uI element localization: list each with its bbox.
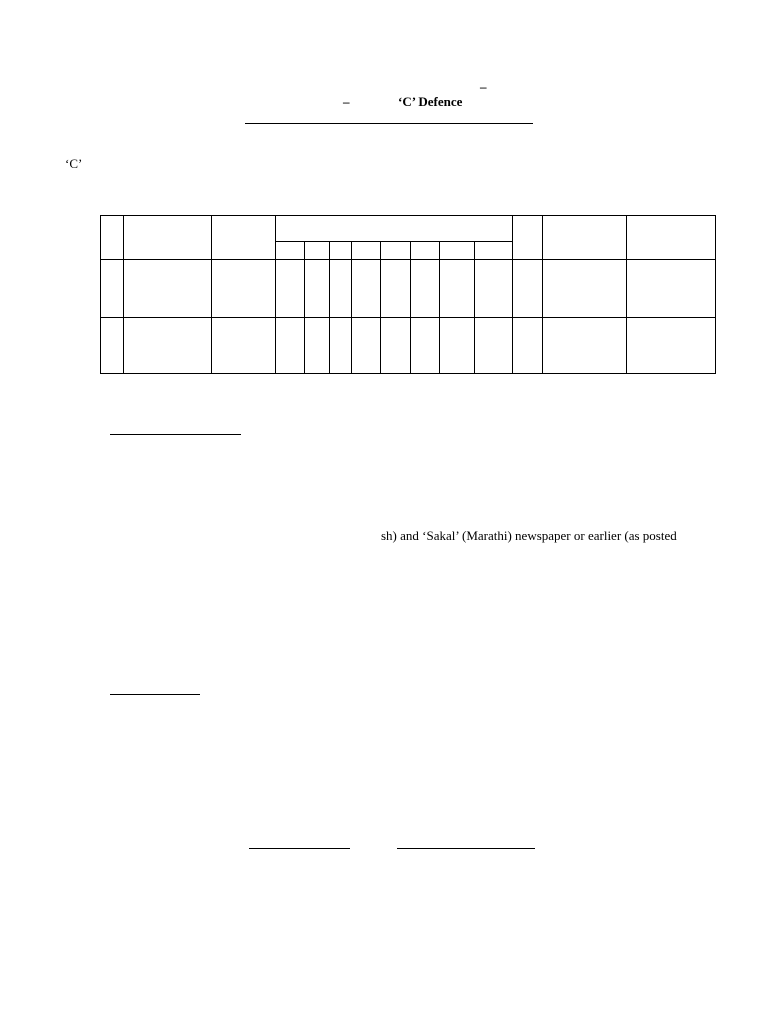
table-cell — [513, 317, 543, 373]
table-cell — [381, 317, 411, 373]
table-cell — [352, 260, 381, 317]
table-cell — [543, 317, 627, 373]
header-cell — [627, 216, 716, 260]
table-cell — [212, 317, 276, 373]
table-cell — [627, 317, 716, 373]
header-cell — [212, 216, 276, 260]
table-cell — [276, 317, 305, 373]
header-cell — [513, 216, 543, 260]
table-cell — [124, 260, 212, 317]
table-cell — [330, 260, 352, 317]
table-cell — [352, 317, 381, 373]
table-cell — [627, 260, 716, 317]
subheader-cell — [330, 242, 352, 260]
table-cell — [411, 260, 440, 317]
subheader-cell — [475, 242, 513, 260]
table-cell — [276, 260, 305, 317]
table-row — [101, 317, 716, 373]
subheader-cell — [276, 242, 305, 260]
header-cell — [543, 216, 627, 260]
table-cell — [411, 317, 440, 373]
table-row — [101, 260, 716, 317]
table-cell — [101, 260, 124, 317]
section-heading-underline — [110, 434, 241, 435]
table-cell — [475, 317, 513, 373]
table-cell — [101, 317, 124, 373]
subheader-cell — [381, 242, 411, 260]
table-cell — [440, 260, 475, 317]
table-cell — [330, 317, 352, 373]
details-table — [100, 215, 716, 374]
table-cell — [212, 260, 276, 317]
table-cell — [475, 260, 513, 317]
header-dash-top: – — [480, 79, 487, 94]
signature-line-right — [397, 848, 535, 849]
subheader-cell — [440, 242, 475, 260]
publication-text: sh) and ‘Sakal’ (Marathi) newspaper or earlier (as posted — [381, 528, 677, 543]
subheader-cell — [305, 242, 330, 260]
table-cell — [124, 317, 212, 373]
header-dash-mid: – — [343, 94, 350, 109]
section-heading-underline — [110, 694, 200, 695]
table-cell — [440, 317, 475, 373]
table-cell — [305, 317, 330, 373]
table-header-row — [101, 216, 716, 242]
table-cell — [381, 260, 411, 317]
header-cell — [124, 216, 212, 260]
header-group-cell — [276, 216, 513, 242]
header-cell — [101, 216, 124, 260]
subheader-cell — [352, 242, 381, 260]
title-underline — [245, 123, 533, 124]
page-title: ‘C’ Defence — [398, 94, 463, 109]
table-cell — [543, 260, 627, 317]
intro-marker: ‘C’ — [65, 156, 83, 171]
subheader-cell — [411, 242, 440, 260]
table-cell — [305, 260, 330, 317]
signature-line-left — [249, 848, 350, 849]
table-cell — [513, 260, 543, 317]
